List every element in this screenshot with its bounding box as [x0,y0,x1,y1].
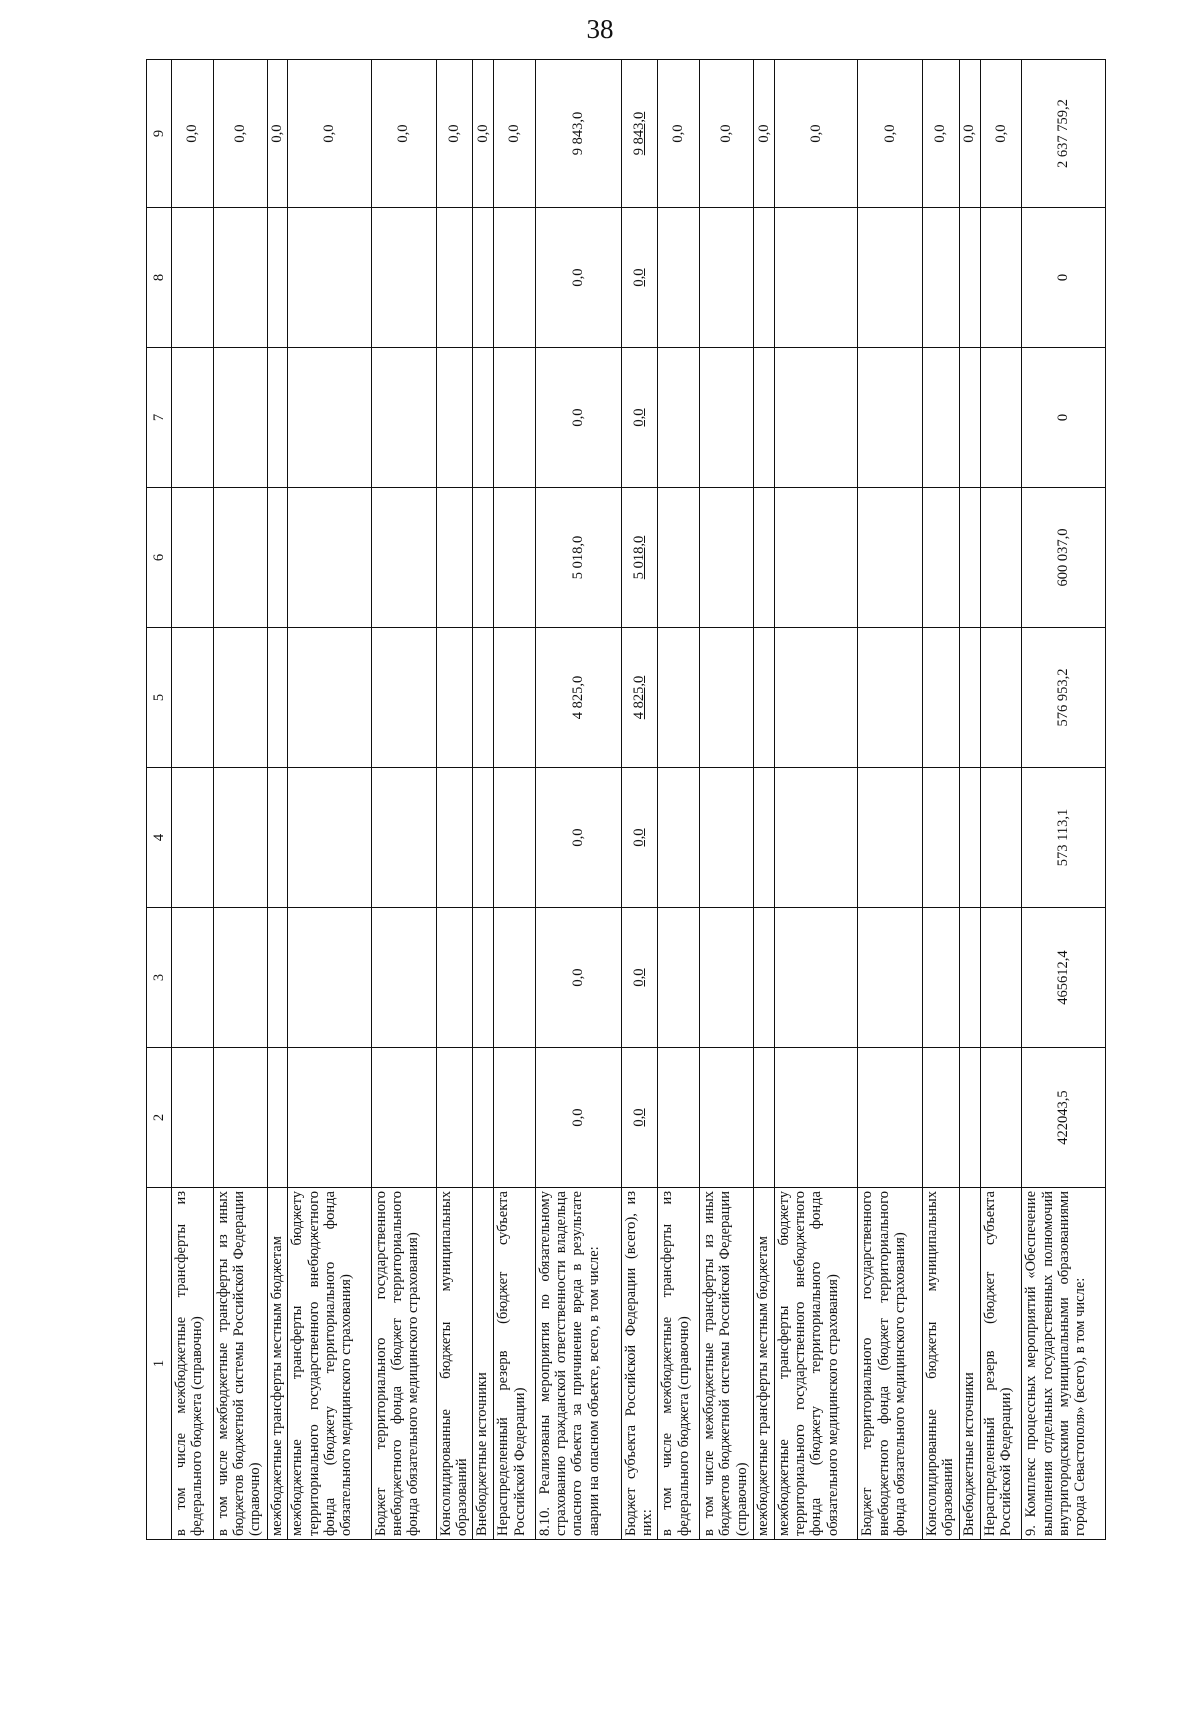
value-cell: 0,0 [980,60,1022,208]
value-cell [473,208,494,348]
header-cell-1: 1 [147,1188,172,1540]
value-cell [436,488,473,628]
row-description: в том числе межбюджетные трансферты из федерального бюджета (справочно) [172,1188,214,1540]
table-row [371,60,436,1540]
value-cell [288,908,371,1048]
value-cell: 0,0 [754,60,775,208]
value-cell [754,768,775,908]
header-cell-2: 2 [147,1048,172,1188]
table-row [473,60,494,1540]
value-cell [858,768,923,908]
row-description: Бюджет субъекта Российской Федерации (всего), из них: [621,1188,658,1540]
value-cell: 0,0 [621,208,658,348]
value-cell [267,628,288,768]
value-cell [213,348,267,488]
value-cell [267,348,288,488]
value-cell: 600 037,0 [1022,488,1106,628]
value-cell: 0,0 [172,60,214,208]
value-cell [172,768,214,908]
value-cell [700,348,754,488]
value-cell [922,208,959,348]
value-cell [172,628,214,768]
row-description: Консолидированные бюджеты муниципальных образований [436,1188,473,1540]
value-cell: 0,0 [700,60,754,208]
value-cell [858,628,923,768]
value-cell [658,348,700,488]
table-row [267,60,288,1540]
header-cell-6: 6 [147,488,172,628]
value-cell [922,1048,959,1188]
budget-table [146,59,1106,1540]
value-cell [774,908,857,1048]
value-cell [774,628,857,768]
value-cell [436,208,473,348]
value-cell: 0 [1022,208,1106,348]
value-cell: 0,0 [536,768,621,908]
row-description: межбюджетные трансферты местным бюджетам [267,1188,288,1540]
value-cell [858,908,923,1048]
value-cell [213,628,267,768]
value-cell [658,628,700,768]
value-cell [980,488,1022,628]
value-cell [371,1048,436,1188]
value-cell [858,1048,923,1188]
value-cell: 0,0 [621,1048,658,1188]
value-cell [494,208,536,348]
value-cell [754,208,775,348]
table-row [774,60,857,1540]
table-row [436,60,473,1540]
row-description: Консолидированные бюджеты муниципальных образований [922,1188,959,1540]
value-cell [858,208,923,348]
value-cell: 5 018,0 [621,488,658,628]
row-description: 8.10. Реализованы мероприятия по обязательному страхованию гражданской ответственности владельца опасного объекта за причинение вреда в результате аварии на опасном объекте, всего, в том числе: [536,1188,621,1540]
header-cell-8: 8 [147,208,172,348]
value-cell [473,1048,494,1188]
value-cell: 0,0 [436,60,473,208]
value-cell [700,208,754,348]
row-description: Бюджет территориального государственного внебюджетного фонда (бюджет территориального фонда обязательного медицинского страхования) [371,1188,436,1540]
row-description: межбюджетные трансферты бюджету территориального государственного внебюджетного фонда (бюджету территориального фонда обязательного медицинского страхования) [774,1188,857,1540]
value-cell [473,348,494,488]
value-cell: 0,0 [213,60,267,208]
row-description: Внебюджетные источники [473,1188,494,1540]
value-cell [700,628,754,768]
value-cell [371,628,436,768]
value-cell [267,208,288,348]
value-cell: 4 825,0 [536,628,621,768]
table-row [172,60,214,1540]
value-cell: 0,0 [473,60,494,208]
value-cell [959,1048,980,1188]
table-row [536,60,621,1540]
value-cell [436,768,473,908]
value-cell: 573 113,1 [1022,768,1106,908]
value-cell: 0,0 [536,1048,621,1188]
value-cell: 5 018,0 [536,488,621,628]
table-row [700,60,754,1540]
value-cell [700,488,754,628]
row-description: Внебюджетные источники [959,1188,980,1540]
value-cell [436,908,473,1048]
value-cell [980,908,1022,1048]
value-cell [371,908,436,1048]
value-cell [658,768,700,908]
value-cell [959,348,980,488]
value-cell: 0,0 [858,60,923,208]
value-cell [288,768,371,908]
row-description: Нераспределенный резерв (бюджет субъекта Российской Федерации) [494,1188,536,1540]
value-cell [700,1048,754,1188]
value-cell [658,488,700,628]
value-cell [700,908,754,1048]
value-cell [288,208,371,348]
value-cell [288,488,371,628]
value-cell [172,348,214,488]
value-cell: 0,0 [288,60,371,208]
value-cell [213,208,267,348]
value-cell [774,768,857,908]
value-cell: 422043,5 [1022,1048,1106,1188]
row-description: в том числе межбюджетные трансферты из федерального бюджета (справочно) [658,1188,700,1540]
value-cell [754,628,775,768]
value-cell [959,768,980,908]
value-cell [922,908,959,1048]
value-cell [980,1048,1022,1188]
value-cell [436,348,473,488]
table-row [494,60,536,1540]
value-cell: 465612,4 [1022,908,1106,1048]
table-row [1022,60,1106,1540]
value-cell [658,1048,700,1188]
value-cell: 0,0 [371,60,436,208]
value-cell [494,488,536,628]
table-row [213,60,267,1540]
value-cell [213,908,267,1048]
value-cell [922,628,959,768]
value-cell [473,488,494,628]
rotated-table-wrapper [146,60,1106,1540]
value-cell [754,1048,775,1188]
row-description: в том числе межбюджетные трансферты из иных бюджетов бюджетной системы Российской Федерации (справочно) [700,1188,754,1540]
value-cell: 0,0 [267,60,288,208]
value-cell [494,908,536,1048]
value-cell [700,768,754,908]
header-cell-9: 9 [147,60,172,208]
table-row [858,60,923,1540]
header-cell-5: 5 [147,628,172,768]
value-cell [172,488,214,628]
row-description: 9. Комплекс процессных мероприятий «Обеспечение выполнения отдельных государственных полномочий внутригородскими муниципальными образованиями города Севастополя» (всего), в том числе: [1022,1188,1106,1540]
page-number: 38 [586,14,614,44]
value-cell: 2 637 759,2 [1022,60,1106,208]
header-cell-4: 4 [147,768,172,908]
value-cell [774,208,857,348]
value-cell [213,1048,267,1188]
value-cell [959,908,980,1048]
header-cell-3: 3 [147,908,172,1048]
value-cell [371,208,436,348]
value-cell [288,628,371,768]
value-cell: 0,0 [494,60,536,208]
value-cell: 0,0 [536,908,621,1048]
row-description: в том числе межбюджетные трансферты из иных бюджетов бюджетной системы Российской Федерации (справочно) [213,1188,267,1540]
value-cell: 9 843,0 [621,60,658,208]
value-cell [922,768,959,908]
value-cell [267,1048,288,1188]
table-row [980,60,1022,1540]
value-cell: 0,0 [536,348,621,488]
value-cell [473,628,494,768]
value-cell: 0,0 [959,60,980,208]
value-cell [658,908,700,1048]
value-cell: 0,0 [536,208,621,348]
value-cell: 0 [1022,348,1106,488]
value-cell [288,348,371,488]
value-cell [980,348,1022,488]
value-cell [494,1048,536,1188]
row-description: межбюджетные трансферты местным бюджетам [754,1188,775,1540]
value-cell [922,488,959,628]
value-cell [494,348,536,488]
value-cell: 0,0 [774,60,857,208]
value-cell [754,488,775,628]
value-cell [371,488,436,628]
value-cell [371,348,436,488]
table-row [658,60,700,1540]
value-cell [754,908,775,1048]
value-cell [436,1048,473,1188]
value-cell [371,768,436,908]
value-cell: 0,0 [658,60,700,208]
value-cell [213,488,267,628]
value-cell [494,768,536,908]
row-description: Нераспределенный резерв (бюджет субъекта Российской Федерации) [980,1188,1022,1540]
value-cell [774,488,857,628]
value-cell [494,628,536,768]
value-cell [172,208,214,348]
table-row [959,60,980,1540]
row-description: Бюджет территориального государственного внебюджетного фонда (бюджет территориального фонда обязательного медицинского страхования) [858,1188,923,1540]
value-cell: 576 953,2 [1022,628,1106,768]
value-cell [980,768,1022,908]
value-cell [980,208,1022,348]
value-cell: 4 825,0 [621,628,658,768]
value-cell [959,208,980,348]
value-cell [267,908,288,1048]
value-cell [959,628,980,768]
value-cell: 0,0 [922,60,959,208]
table-row [621,60,658,1540]
value-cell: 0,0 [621,348,658,488]
value-cell [288,1048,371,1188]
value-cell [473,908,494,1048]
table-row [922,60,959,1540]
value-cell [980,628,1022,768]
value-cell [172,908,214,1048]
value-cell [858,348,923,488]
table-row [754,60,775,1540]
value-cell [754,348,775,488]
value-cell [436,628,473,768]
value-cell [473,768,494,908]
value-cell [172,1048,214,1188]
value-cell [858,488,923,628]
value-cell [922,348,959,488]
value-cell [658,208,700,348]
value-cell [267,768,288,908]
value-cell [267,488,288,628]
row-description: межбюджетные трансферты бюджету территориального государственного внебюджетного фонда (бюджету территориального фонда обязательного медицинского страхования) [288,1188,371,1540]
value-cell [774,1048,857,1188]
header-row [147,60,172,1540]
value-cell [213,768,267,908]
value-cell [959,488,980,628]
value-cell: 0,0 [621,908,658,1048]
value-cell [774,348,857,488]
table-row [288,60,371,1540]
value-cell: 9 843,0 [536,60,621,208]
value-cell: 0,0 [621,768,658,908]
header-cell-7: 7 [147,348,172,488]
